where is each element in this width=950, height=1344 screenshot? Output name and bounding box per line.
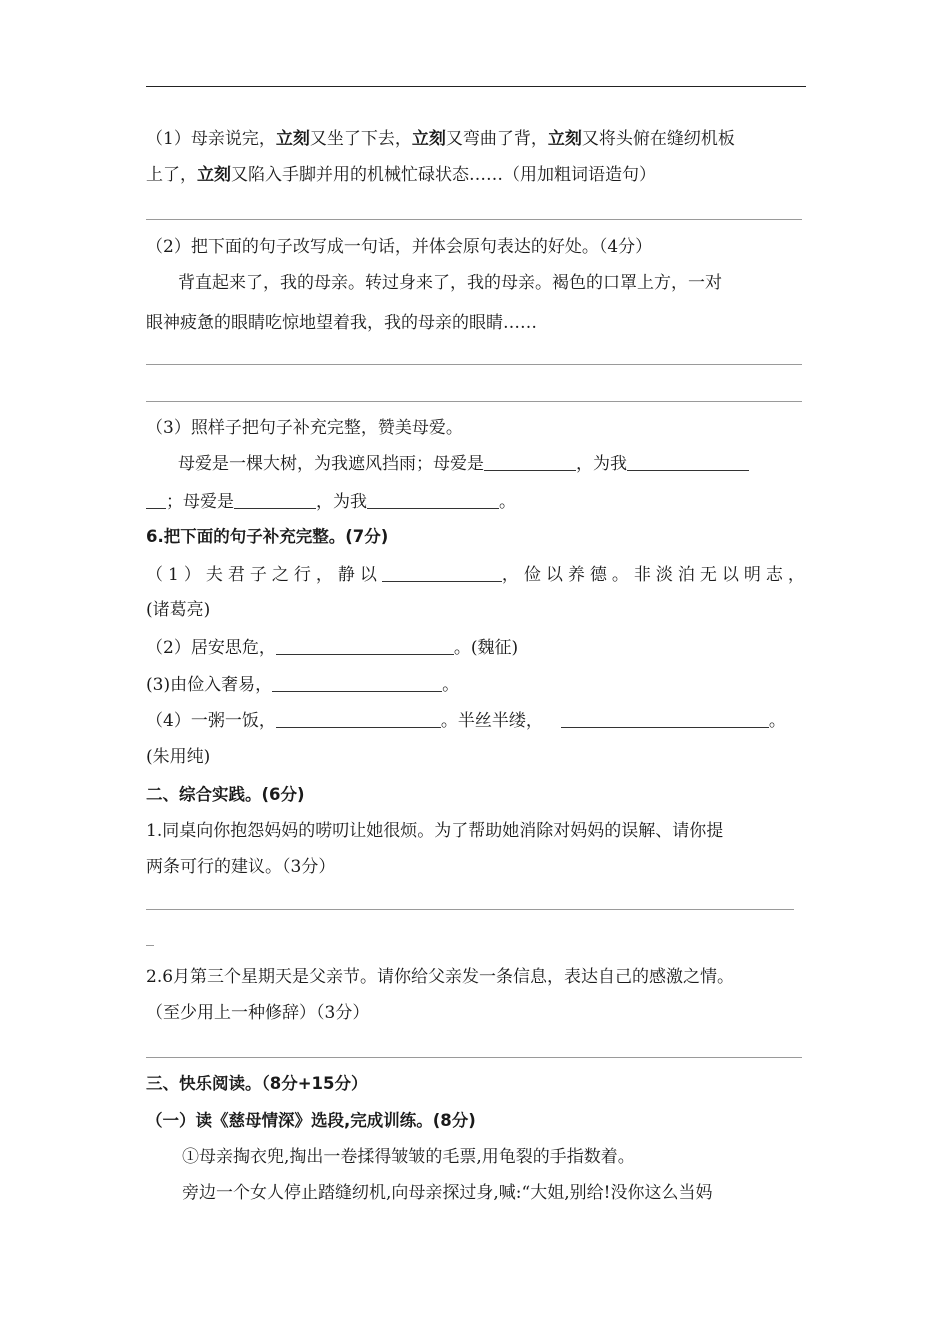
q6-item-1-source: (诸葛亮)	[146, 600, 211, 620]
q5-p2-title: （2）把下面的句子改写成一句话，并体会原句表达的好处。（4分）	[146, 237, 653, 257]
sec2-q2-line1: 2.6月第三个星期天是父亲节。请你给父亲发一条信息，表达自己的感激之情。	[146, 967, 735, 987]
reading-1-title: （一）读《慈母情深》选段,完成训练。(8分)	[146, 1111, 476, 1130]
q5-p2-sentence-2: 眼神疲惫的眼睛吃惊地望着我，我的母亲的眼睛……	[146, 313, 537, 333]
q5-p2-sentence-1: 背直起来了，我的母亲。转过身来了，我的母亲。褐色的口罩上方，一对	[178, 273, 722, 293]
answer-line[interactable]	[146, 401, 802, 402]
fill-blank[interactable]	[484, 454, 576, 471]
fill-blank[interactable]	[367, 492, 499, 509]
answer-line[interactable]	[146, 909, 794, 910]
header-rule	[146, 86, 806, 87]
q6-item-2: （2）居安思危， 。(魏征)	[146, 638, 519, 658]
fill-blank[interactable]	[627, 454, 749, 471]
q5-p3-line1: 母爱是一棵大树，为我遮风挡雨；母爱是 ，为我	[178, 453, 749, 475]
q5-p3-title: （3）照样子把句子补充完整，赞美母爱。	[146, 418, 463, 438]
fill-blank[interactable]	[272, 675, 442, 692]
reading-paragraph-1: ①母亲掏衣兜,掏出一卷揉得皱皱的毛票,用龟裂的手指数着。	[182, 1147, 635, 1167]
sec2-q1-line2: 两条可行的建议。（3分）	[146, 857, 336, 877]
fill-blank[interactable]	[276, 711, 441, 728]
q6-title: 6.把下面的句子补充完整。(7分)	[146, 527, 389, 546]
sec2-q2-line2: （至少用上一种修辞）（3分）	[146, 1003, 370, 1023]
fill-blank[interactable]	[561, 711, 769, 728]
fill-blank[interactable]	[276, 638, 454, 655]
section-2-title: 二、综合实践。(6分)	[146, 785, 305, 804]
fill-blank[interactable]	[382, 565, 502, 582]
reading-paragraph-2: 旁边一个女人停止踏缝纫机,向母亲探过身,喊:“大姐,别给!没你这么当妈	[182, 1183, 713, 1203]
q5-p3-line2: ；母爱是 ，为我 。	[146, 491, 516, 513]
q6-item-3: (3)由俭入奢易， 。	[146, 675, 460, 695]
sec2-q1-line1: 1.同桌向你抱怨妈妈的唠叨让她很烦。为了帮助她消除对妈妈的误解、请你提	[146, 821, 724, 841]
q6-item-1: （1）夫君子之行，静以 ，俭以养德。非淡泊无以明志，	[146, 565, 810, 585]
fill-blank[interactable]	[146, 492, 166, 509]
answer-line[interactable]	[146, 364, 802, 365]
q6-item-4: （4）一粥一饭， 。半丝半缕， 。	[146, 711, 786, 731]
answer-line[interactable]	[146, 1057, 802, 1058]
answer-line-end	[146, 945, 154, 946]
q5-p1-line1: （1）母亲说完，立刻又坐了下去，立刻又弯曲了背，立刻又将头俯在缝纫机板	[146, 129, 735, 149]
q6-item-4-source: (朱用纯)	[146, 747, 211, 767]
q5-p1-line2: 上了，立刻又陷入手脚并用的机械忙碌状态……（用加粗词语造句）	[146, 165, 656, 185]
answer-line[interactable]	[146, 219, 802, 220]
section-3-title: 三、快乐阅读。（8分+15分）	[146, 1074, 368, 1093]
fill-blank[interactable]	[234, 492, 316, 509]
